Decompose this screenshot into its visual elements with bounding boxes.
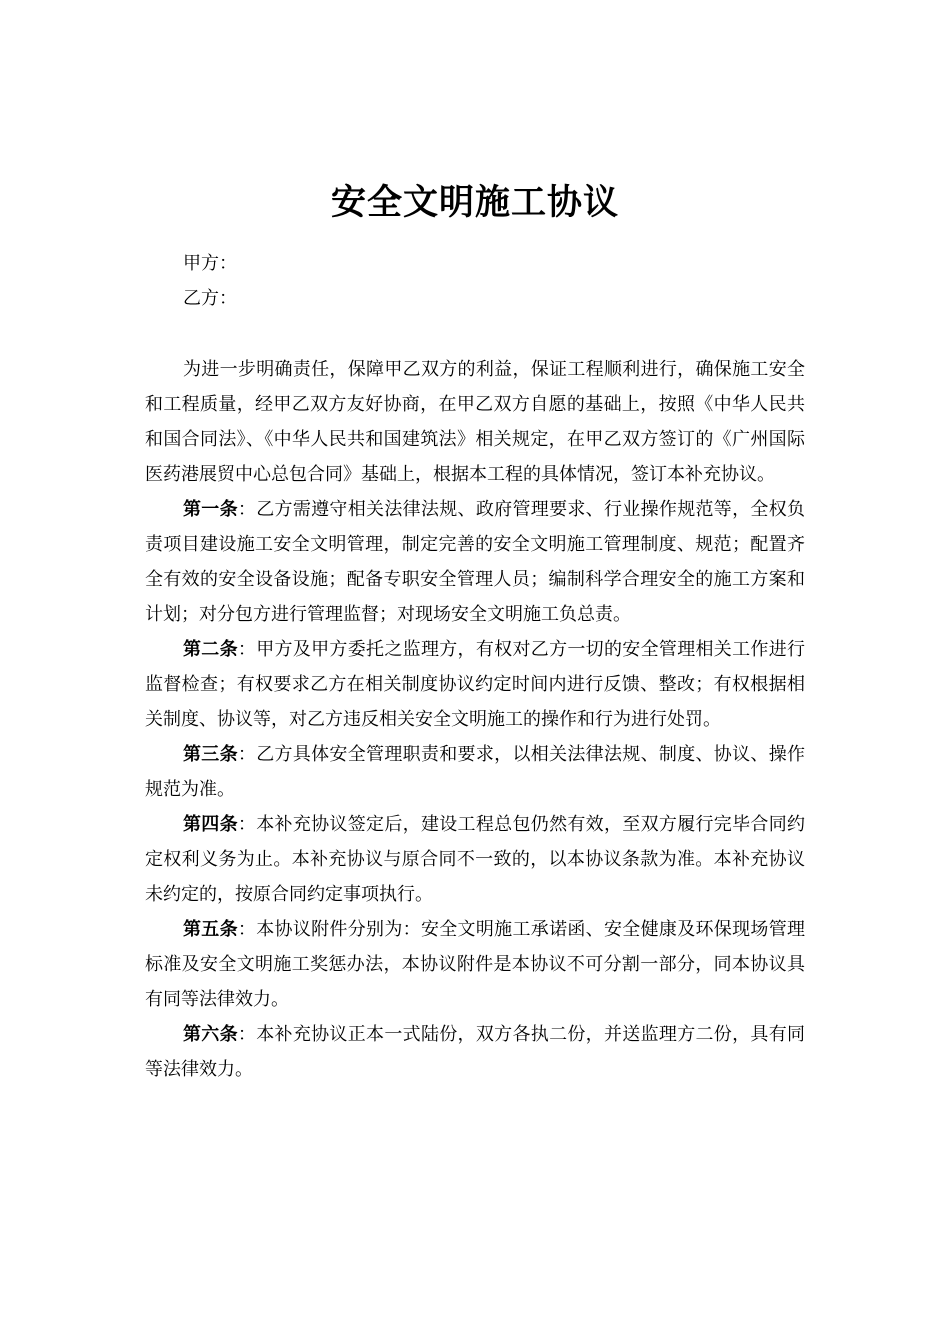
clause-5-text: ：本协议附件分别为：安全文明施工承诺函、安全健康及环保现场管理标准及安全文明施工奖惩办法，本协议附件是本协议不可分割一部分，同本协议具有同等法律效力。 (145, 919, 806, 1010)
clause-6-heading: 第六条 (183, 1024, 238, 1045)
clause-1-heading: 第一条 (183, 499, 238, 520)
party-b-label: 乙方： (183, 288, 237, 309)
clause-5-heading: 第五条 (183, 919, 238, 940)
party-a-label: 甲方： (183, 253, 237, 274)
clause-2-text: ：甲方及甲方委托之监理方，有权对乙方一切的安全管理相关工作进行监督检查；有权要求乙方在相关制度协议约定时间内进行反馈、整改；有权根据相关制度、协议等，对乙方违反相关安全文明施工的操作和行为进行处罚。 (145, 639, 806, 730)
agreement-body (145, 352, 805, 1087)
clause-4 (145, 807, 805, 912)
intro-paragraph: 为进一步明确责任，保障甲乙双方的利益，保证工程顺利进行，确保施工安全和工程质量，经甲乙双方友好协商，在甲乙双方自愿的基础上，按照《中华人民共和国合同法》、《中华人民共和国建筑法》相关规定，在甲乙双方签订的《广州国际医药港展贸中心总包合同》基础上，根据本工程的具体情况，签订本补充协议。 (145, 359, 805, 485)
clause-2-heading: 第二条 (183, 639, 238, 660)
clause-4-text: ：本补充协议签定后，建设工程总包仍然有效，至双方履行完毕合同约定权利义务为止。本补充协议与原合同不一致的，以本协议条款为准。本补充协议未约定的，按原合同约定事项执行。 (145, 814, 806, 905)
document-title: 安全文明施工协议 (330, 182, 619, 223)
clause-6 (145, 1017, 805, 1087)
clause-1 (145, 492, 805, 632)
clause-6-text: ：本补充协议正本一式陆份，双方各执二份，并送监理方二份，具有同等法律效力。 (145, 1024, 806, 1080)
clause-3 (145, 737, 805, 807)
clause-5 (145, 912, 805, 1017)
clause-4-heading: 第四条 (183, 814, 238, 835)
clause-2 (145, 632, 805, 737)
clause-3-text: ：乙方具体安全管理职责和要求，以相关法律法规、制度、协议、操作规范为准。 (145, 744, 806, 800)
clause-1-text: ：乙方需遵守相关法律法规、政府管理要求、行业操作规范等，全权负责项目建设施工安全文明管理，制定完善的安全文明施工管理制度、规范；配置齐全有效的安全设备设施；配备专职安全管理人员；编制科学合理安全的施工方案和计划；对分包方进行管理监督；对现场安全文明施工负总责。 (145, 499, 806, 625)
clause-3-heading: 第三条 (183, 744, 238, 765)
